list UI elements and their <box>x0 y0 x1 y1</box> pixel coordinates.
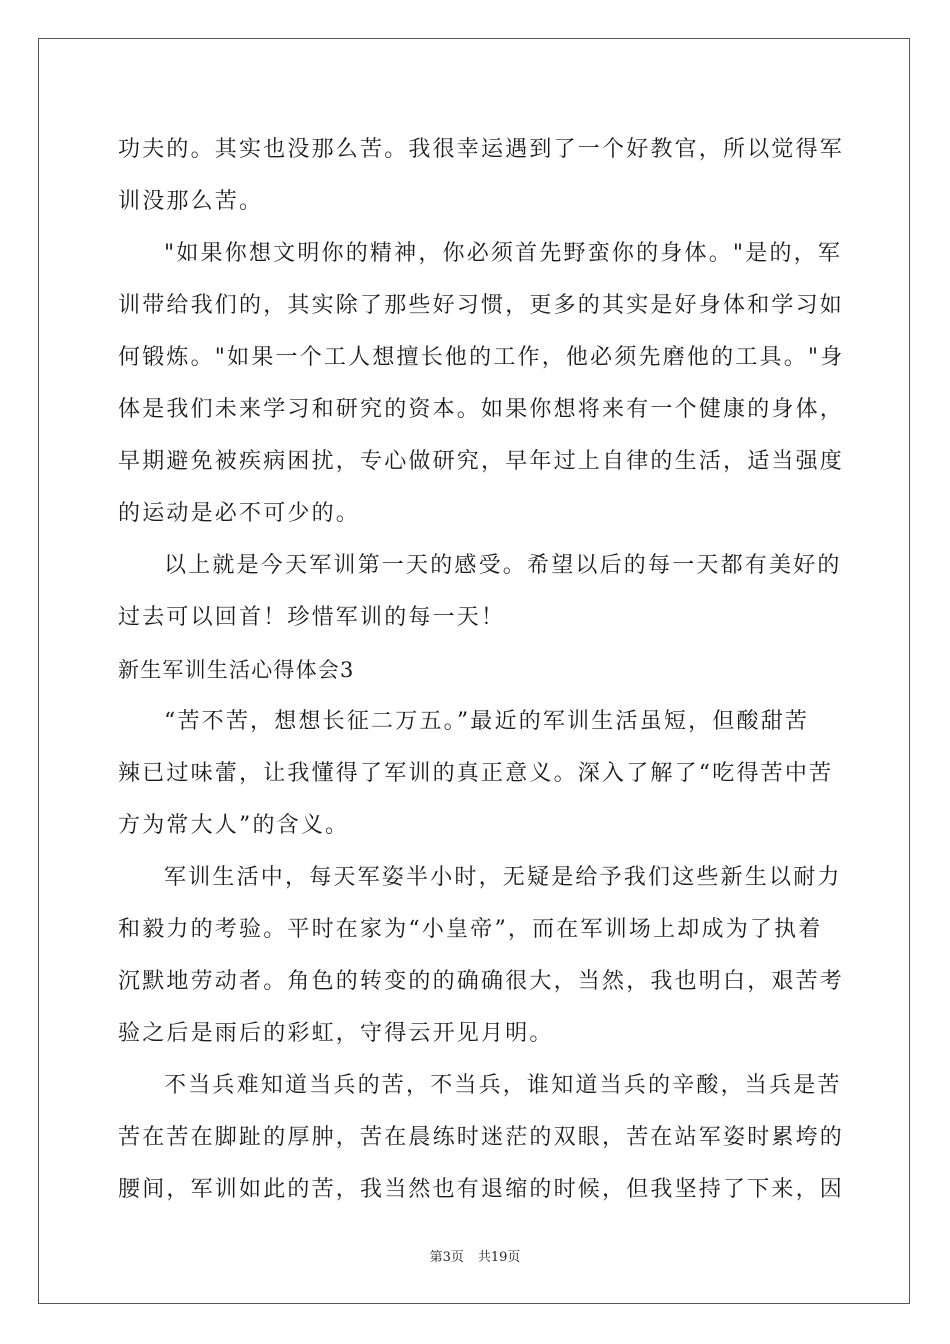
text-line: 的运动是必不可少的。 <box>118 501 361 526</box>
text-line: 苦在苦在脚趾的厚肿，苦在晨练时迷茫的双眼，苦在站军姿时累垮的 <box>118 1125 845 1150</box>
text-line: 何锻炼。"如果一个工人想擅长他的工作，他必须先磨他的工具。"身 <box>118 345 845 370</box>
text-line: 体是我们未来学习和研究的资本。如果你想将来有一个健康的身体， <box>118 397 845 422</box>
text-line: 以上就是今天军训第一天的感受。希望以后的每一天都有美好的 <box>164 553 842 578</box>
page-number: 第3页 <box>429 1250 464 1265</box>
text-line: 验之后是雨后的彩虹，守得云开见月明。 <box>118 1021 554 1046</box>
text-line: 训没那么苦。 <box>118 189 264 214</box>
page-total: 共19页 <box>477 1250 521 1265</box>
text-line: 训带给我们的，其实除了那些好习惯，更多的其实是好身体和学习如 <box>118 293 845 318</box>
text-line: 军训生活中，每天军姿半小时，无疑是给予我们这些新生以耐力 <box>164 865 842 890</box>
text-line: 沉默地劳动者。角色的转变的的确确很大，当然，我也明白，艰苦考 <box>118 969 845 994</box>
text-line: 早期避免被疾病困扰，专心做研究，早年过上自律的生活，适当强度 <box>118 449 845 474</box>
text-line: 和毅力的考验。平时在家为“小皇帝”，而在军训场上却成为了执着 <box>118 917 823 942</box>
text-line: 方为常大人”的含义。 <box>118 813 350 838</box>
text-line: 功夫的。其实也没那么苦。我很幸运遇到了一个好教官，所以觉得军 <box>118 137 845 162</box>
text-line: “苦不苦，想想长征二万五。”最近的军训生活虽短，但酸甜苦 <box>164 709 810 734</box>
text-line: 腰间，军训如此的苦，我当然也有退缩的时候，但我坚持了下来，因 <box>118 1177 845 1202</box>
text-line: 不当兵难知道当兵的苦，不当兵，谁知道当兵的辛酸，当兵是苦 <box>164 1073 842 1098</box>
document-body <box>118 124 845 1216</box>
text-line: 过去可以回首！珍惜军训的每一天！ <box>118 605 506 630</box>
page-footer <box>0 1246 950 1265</box>
section-heading: 新生军训生活心得体会3 <box>118 658 355 682</box>
text-line: 辣已过味蕾，让我懂得了军训的真正意义。深入了解了“吃得苦中苦 <box>118 761 834 786</box>
text-line: "如果你想文明你的精神，你必须首先野蛮你的身体。"是的，军 <box>164 241 843 266</box>
